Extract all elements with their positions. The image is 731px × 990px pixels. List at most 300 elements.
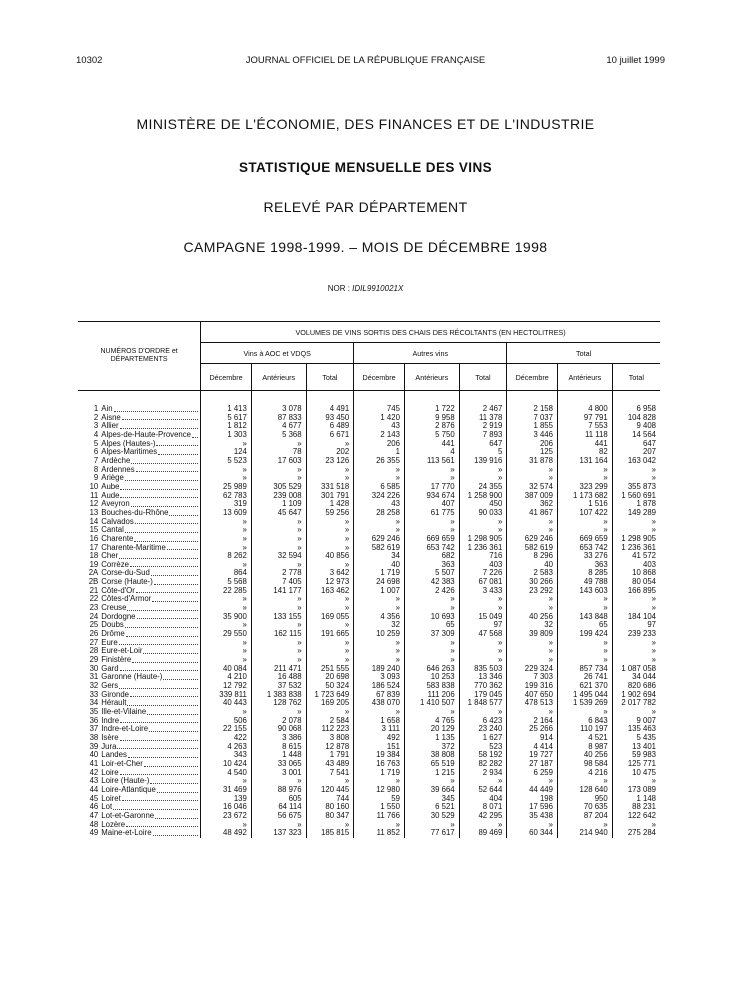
leader-dots (130, 561, 198, 568)
volume-cell: » (459, 518, 507, 527)
volume-cell: 35 900 (201, 613, 252, 622)
volume-cell: 33 065 (251, 760, 306, 769)
volume-cell: » (557, 604, 612, 613)
volume-cell: » (251, 647, 306, 656)
table-row (78, 414, 660, 423)
volume-cell: 199 424 (557, 630, 612, 639)
leader-dots (120, 769, 199, 776)
volume-cell: » (251, 604, 306, 613)
volume-cell: 61 775 (404, 509, 459, 518)
dept-code: 26 (89, 630, 99, 639)
volume-cell: 10 253 (404, 673, 459, 682)
table-row (78, 795, 660, 804)
volume-cell: » (612, 708, 660, 717)
volume-cell: 135 463 (612, 725, 660, 734)
dept-name: Creuse (101, 604, 127, 613)
volume-cell: 191 665 (306, 630, 354, 639)
volume-cell: » (557, 777, 612, 786)
volume-cell: 372 (404, 743, 459, 752)
table-row (78, 647, 660, 656)
volume-cell: 24 355 (459, 483, 507, 492)
volume-cell: » (354, 708, 405, 717)
col-decembre: Décembre (507, 364, 558, 391)
dept-name: Lozère (101, 820, 126, 829)
volume-cell: 339 811 (201, 691, 252, 700)
volume-cell: 122 642 (612, 812, 660, 821)
volume-cell: 1 413 (201, 405, 252, 414)
volume-cell: 441 (404, 440, 459, 449)
volume-cell: 914 (507, 734, 558, 743)
col-total: Total (306, 364, 354, 391)
dept-name: Corrèze (101, 560, 129, 569)
volume-cell: 143 603 (557, 587, 612, 596)
dept-code: 39 (89, 742, 99, 751)
volume-cell: » (251, 474, 306, 483)
volume-cell: 2 158 (507, 405, 558, 414)
dept-code: 29 (89, 656, 99, 665)
volume-cell: 716 (459, 552, 507, 561)
leader-dots (120, 665, 199, 672)
volume-cell: 107 422 (557, 509, 612, 518)
volume-cell: 4 540 (201, 769, 252, 778)
volume-cell: 32 (507, 621, 558, 630)
dept-name: Lot (101, 803, 113, 812)
dept-name: Lot-et-Garonne (101, 811, 155, 820)
dept-name: Ariège (101, 474, 124, 483)
leader-dots (126, 821, 198, 828)
table-row (78, 604, 660, 613)
table-row (78, 431, 660, 440)
volume-cell: 2 584 (306, 717, 354, 726)
leader-dots (153, 829, 199, 836)
volume-cell: » (306, 821, 354, 830)
leader-dots (134, 535, 198, 542)
volume-cell: 4 800 (557, 405, 612, 414)
table-row (78, 717, 660, 726)
leader-dots (120, 734, 199, 741)
volume-cell: 582 619 (354, 544, 405, 553)
volume-cell: 2 876 (404, 422, 459, 431)
volume-cell: 2 017 782 (612, 699, 660, 708)
volume-cell: 2 078 (251, 717, 306, 726)
volume-cell: » (201, 544, 252, 553)
volume-cell: 47 568 (459, 630, 507, 639)
volume-cell: » (612, 647, 660, 656)
dept-name: Dordogne (101, 612, 136, 621)
volume-cell: 8 296 (507, 552, 558, 561)
table-row (78, 526, 660, 535)
volume-cell: 653 742 (404, 544, 459, 553)
volume-cell: 40 (354, 561, 405, 570)
volume-cell: 214 940 (557, 829, 612, 838)
leader-dots (120, 717, 198, 724)
leader-dots (119, 682, 198, 689)
dept-name: Bouches-du-Rhône (101, 508, 169, 517)
dept-code: 42 (89, 768, 99, 777)
volume-cell: 43 (354, 500, 405, 509)
dept-code: 5 (93, 439, 99, 448)
volume-cell: » (557, 526, 612, 535)
volume-cell: 2 778 (251, 569, 306, 578)
volume-cell: 4 491 (306, 405, 354, 414)
volume-cell: 8 285 (557, 569, 612, 578)
volume-cell: 9 958 (404, 414, 459, 423)
table-row (78, 500, 660, 509)
table-row (78, 673, 660, 682)
volume-cell: » (306, 466, 354, 475)
dept-code: 12 (89, 500, 99, 509)
volume-cell: 45 647 (251, 509, 306, 518)
volume-cell: 331 518 (306, 483, 354, 492)
group-aoc: Vins à AOC et VDQS (201, 343, 354, 364)
dept-name-cell (98, 717, 200, 726)
volume-cell: 41 867 (507, 509, 558, 518)
dept-name-cell (98, 569, 200, 578)
volume-cell: 58 192 (459, 751, 507, 760)
leader-dots (131, 500, 198, 507)
volume-cell: 110 197 (557, 725, 612, 734)
table-row (78, 682, 660, 691)
dept-name-cell (98, 448, 200, 457)
volume-cell: 438 070 (354, 699, 405, 708)
volume-cell: » (354, 821, 405, 830)
volume-cell: » (201, 561, 252, 570)
table-row (78, 630, 660, 639)
volume-cell: 15 049 (459, 613, 507, 622)
leader-dots (192, 431, 198, 438)
volume-cell: » (306, 777, 354, 786)
volume-cell: » (557, 518, 612, 527)
dept-name-cell (98, 578, 200, 587)
volume-cell: 1 719 (354, 769, 405, 778)
volume-cell: » (306, 518, 354, 527)
volume-cell: » (459, 526, 507, 535)
volume-cell: 120 445 (306, 786, 354, 795)
dept-name: Ardèche (101, 456, 131, 465)
volume-cell: 669 659 (404, 535, 459, 544)
dept-code: 19 (89, 560, 99, 569)
volume-cell: » (251, 821, 306, 830)
volume-cell: » (507, 777, 558, 786)
dept-code: 41 (89, 759, 99, 768)
dept-code: 2A (88, 569, 99, 578)
col-decembre: Décembre (354, 364, 405, 391)
volume-cell: 1 658 (354, 717, 405, 726)
table-row (78, 699, 660, 708)
dept-code: 43 (89, 777, 99, 786)
table-row (78, 535, 660, 544)
leader-dots (136, 466, 199, 473)
volume-cell: 1 550 (354, 803, 405, 812)
dept-name: Aude (101, 491, 120, 500)
dept-name: Eure (101, 638, 118, 647)
table-row (78, 751, 660, 760)
volume-cell: » (459, 474, 507, 483)
dept-code: 17 (89, 543, 99, 552)
volume-cell: 80 160 (306, 803, 354, 812)
dept-name-cell (98, 760, 200, 769)
volume-cell: 4 263 (201, 743, 252, 752)
dept-name-cell (98, 630, 200, 639)
volume-cell: 3 093 (354, 673, 405, 682)
volume-cell: 198 (507, 795, 558, 804)
page-number: 10302 (76, 55, 103, 66)
leader-dots (137, 613, 199, 620)
volume-cell: 450 (459, 500, 507, 509)
volume-cell: 407 (404, 500, 459, 509)
group-autres: Autres vins (354, 343, 507, 364)
volume-cell: 1 878 (612, 500, 660, 509)
table-row (78, 777, 660, 786)
table-row (78, 691, 660, 700)
dept-name-cell (98, 587, 200, 596)
volume-cell: 583 838 (404, 682, 459, 691)
dept-code: 47 (89, 811, 99, 820)
volume-cell: » (251, 639, 306, 648)
volume-cell: 111 206 (404, 691, 459, 700)
dept-name-cell (98, 500, 200, 509)
dept-name: Calvados (101, 517, 134, 526)
volume-cell: 629 246 (354, 535, 405, 544)
volume-cell: 11 766 (354, 812, 405, 821)
table-row (78, 743, 660, 752)
volume-cell: 199 316 (507, 682, 558, 691)
volume-cell: » (201, 474, 252, 483)
volume-cell: » (201, 621, 252, 630)
volume-cell: 162 115 (251, 630, 306, 639)
volume-cell: 93 450 (306, 414, 354, 423)
leader-dots (152, 595, 198, 602)
volume-cell: » (459, 647, 507, 656)
volume-cell: 864 (201, 569, 252, 578)
dept-name-cell (98, 544, 200, 553)
volume-cell: 17 596 (507, 803, 558, 812)
volume-cell: 422 (201, 734, 252, 743)
col-total: Total (459, 364, 507, 391)
dept-name-cell (98, 751, 200, 760)
wine-statistics-table (78, 321, 660, 838)
volume-cell: 25 266 (507, 725, 558, 734)
leader-dots (143, 647, 198, 654)
table-row (78, 474, 660, 483)
volume-cell: 37 532 (251, 682, 306, 691)
volume-cell: 186 524 (354, 682, 405, 691)
volume-cell: 4 521 (557, 734, 612, 743)
volume-cell: 33 276 (557, 552, 612, 561)
col-anterieurs: Antérieurs (404, 364, 459, 391)
volume-cell: » (612, 821, 660, 830)
volume-cell: » (612, 526, 660, 535)
volume-cell: » (251, 561, 306, 570)
volume-cell: » (354, 466, 405, 475)
dept-name: Loire-Atlantique (101, 785, 156, 794)
dept-name: Loire (101, 768, 119, 777)
volume-cell: » (507, 466, 558, 475)
volume-cell: 29 550 (201, 630, 252, 639)
volume-cell: 13 346 (459, 673, 507, 682)
volume-cell: » (557, 466, 612, 475)
volume-cell: 275 284 (612, 829, 660, 838)
volume-cell: 137 323 (251, 829, 306, 838)
dept-name: Charente (101, 534, 134, 543)
volume-cell: 10 693 (404, 613, 459, 622)
volume-cell: 185 815 (306, 829, 354, 838)
volume-cell: 1 236 361 (459, 544, 507, 553)
volume-cell: 647 (612, 440, 660, 449)
volume-cell: 37 309 (404, 630, 459, 639)
dept-name: Aisne (101, 413, 121, 422)
volume-cell: » (557, 647, 612, 656)
dept-code: 10 (89, 482, 99, 491)
dept-name-cell (98, 708, 200, 717)
table-row (78, 440, 660, 449)
volume-cell: 1 410 507 (404, 699, 459, 708)
volume-cell: 4 414 (507, 743, 558, 752)
dept-name-cell (98, 812, 200, 821)
volume-cell: » (612, 777, 660, 786)
volume-cell: 682 (404, 552, 459, 561)
volume-cell: 141 177 (251, 587, 306, 596)
volume-cell: » (404, 647, 459, 656)
leader-dots (114, 405, 199, 412)
dept-name-cell (98, 665, 200, 674)
leader-dots (122, 795, 198, 802)
volume-cell: 97 (459, 621, 507, 630)
ministry-title: MINISTÈRE DE L'ÉCONOMIE, DES FINANCES ET DE L'INDUSTRIE (136, 116, 595, 132)
dept-code: 44 (89, 785, 99, 794)
dept-name-cell (98, 518, 200, 527)
volume-cell: » (201, 518, 252, 527)
volume-cell: 582 619 (507, 544, 558, 553)
dept-name: Maine-et-Loire (101, 829, 152, 838)
table-row (78, 569, 660, 578)
dept-name-cell (98, 795, 200, 804)
dept-name-cell (98, 431, 200, 440)
group-total: Total (507, 343, 660, 364)
dept-name: Alpes-Maritimes (101, 448, 158, 457)
volume-cell: 229 324 (507, 665, 558, 674)
dept-code: 32 (89, 682, 99, 690)
volume-cell: 4 677 (251, 422, 306, 431)
volume-cell: 98 584 (557, 760, 612, 769)
volume-cell: 4 210 (201, 673, 252, 682)
volume-cell: 40 256 (557, 751, 612, 760)
dept-code: 49 (89, 829, 99, 838)
table-row (78, 786, 660, 795)
volume-cell: 4 216 (557, 769, 612, 778)
volume-cell: 80 054 (612, 578, 660, 587)
volume-cell: 26 355 (354, 457, 405, 466)
volume-cell: 90 068 (251, 725, 306, 734)
leader-dots (120, 483, 198, 490)
volume-cell: 133 155 (251, 613, 306, 622)
volume-cell: » (306, 621, 354, 630)
col-total: Total (612, 364, 660, 391)
dept-name: Indre (101, 716, 120, 725)
leader-dots (149, 725, 198, 732)
volume-cell: 7 553 (557, 422, 612, 431)
leader-dots (119, 552, 198, 559)
volume-cell: » (251, 544, 306, 553)
volume-cell: 319 (201, 500, 252, 509)
volume-cell: 39 664 (404, 786, 459, 795)
dept-code: 35 (89, 707, 99, 716)
leader-dots (125, 474, 198, 481)
volume-cell: 207 (612, 448, 660, 457)
dept-name: Indre-et-Loire (101, 725, 149, 734)
dept-name: Drôme (101, 630, 125, 639)
volume-cell: » (306, 604, 354, 613)
volume-cell: 3 111 (354, 725, 405, 734)
volume-cell: 35 438 (507, 812, 558, 821)
volume-cell: » (306, 595, 354, 604)
volume-cell: » (201, 821, 252, 830)
volume-cell: » (251, 777, 306, 786)
volume-cell: 87 204 (557, 812, 612, 821)
volume-cell: » (354, 604, 405, 613)
leader-dots (132, 656, 198, 663)
volume-cell: 20 129 (404, 725, 459, 734)
dept-code: 37 (89, 725, 99, 734)
table-row (78, 760, 660, 769)
dept-code: 46 (89, 803, 99, 812)
volume-cell: 5 368 (251, 431, 306, 440)
dept-code: 4 (93, 430, 99, 439)
table-row (78, 405, 660, 414)
dept-name: Côte-d'Or (101, 586, 135, 595)
volume-cell: » (612, 656, 660, 665)
dept-code: 40 (89, 751, 99, 760)
volume-cell: 67 081 (459, 578, 507, 587)
volume-cell: 934 674 (404, 492, 459, 501)
table-row (78, 821, 660, 830)
volume-cell: 12 792 (201, 682, 252, 691)
volume-cell: » (557, 708, 612, 717)
volume-cell: » (251, 708, 306, 717)
leader-dots (127, 604, 198, 611)
volume-cell: 1 383 838 (251, 691, 306, 700)
dept-name-cell (98, 621, 200, 630)
volume-cell: 7 303 (507, 673, 558, 682)
volume-cell: 1 848 577 (459, 699, 507, 708)
volume-cell: 1 495 044 (557, 691, 612, 700)
volume-cell: 189 240 (354, 665, 405, 674)
dept-name-cell (98, 595, 200, 604)
volume-cell: » (459, 821, 507, 830)
dept-name-cell (98, 440, 200, 449)
volume-cell: » (459, 604, 507, 613)
volume-cell: 1 148 (612, 795, 660, 804)
volume-cell: » (507, 647, 558, 656)
leader-dots (130, 691, 198, 698)
volume-cell: 12 878 (306, 743, 354, 752)
volume-cell: 2 426 (404, 587, 459, 596)
volume-cell: 8 262 (201, 552, 252, 561)
volume-cell: 173 089 (612, 786, 660, 795)
dept-name: Isère (101, 733, 119, 742)
dept-name-cell (98, 613, 200, 622)
volume-cell: 4 (404, 448, 459, 457)
dept-code: 28 (89, 647, 99, 656)
volume-cell: 1 135 (404, 734, 459, 743)
volume-cell: 19 384 (354, 751, 405, 760)
volume-cell: 80 347 (306, 812, 354, 821)
volume-cell: 40 443 (201, 699, 252, 708)
volume-cell: 50 324 (306, 682, 354, 691)
volume-cell: 13 401 (612, 743, 660, 752)
volume-cell: » (251, 656, 306, 665)
volume-cell: 1 428 (306, 500, 354, 509)
